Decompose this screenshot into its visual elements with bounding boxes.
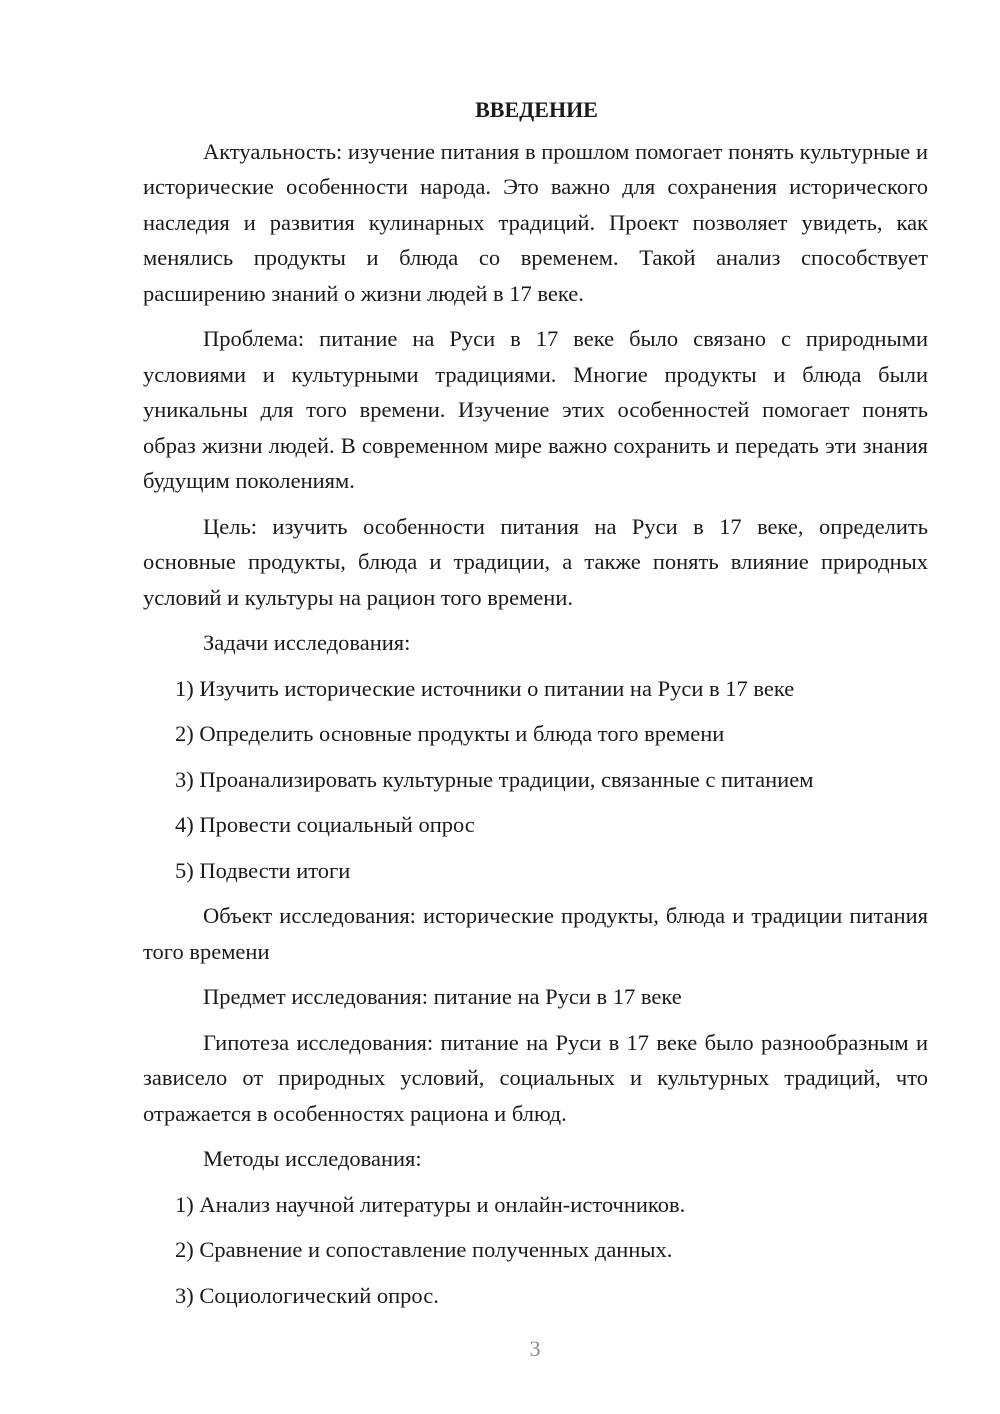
methods-list — [143, 1187, 928, 1314]
method-item: 3) Социологический опрос. — [175, 1282, 439, 1308]
problem-paragraph: Проблема: питание на Руси в 17 веке было связано с природными условиями и культурными традициями. Многие продукты и блюда были уникальны для того времени. Изучение этих особенностей помогает понять образ жизни людей. В современном мире важно сохранить и передать эти знания будущим поколениям. — [143, 326, 928, 493]
tasks-heading: Задачи исследования: — [203, 630, 411, 655]
task-item: 1) Изучить исторические источники о питании на Руси в 17 веке — [175, 675, 795, 701]
subject-paragraph: Предмет исследования: питание на Руси в 17 веке — [203, 984, 682, 1009]
task-item: 4) Провести социальный опрос — [175, 812, 475, 837]
task-item: 2) Определить основные продукты и блюда того времени — [175, 721, 725, 746]
task-item: 3) Проанализировать культурные традиции, связанные с питанием — [175, 766, 814, 792]
method-item: 2) Сравнение и сопоставление полученных данных. — [175, 1237, 673, 1262]
object-paragraph: Объект исследования: исторические продукты, блюда и традиции питания того времени — [143, 903, 928, 964]
task-item: 5) Подвести итоги — [175, 857, 351, 883]
hypothesis-paragraph: Гипотеза исследования: питание на Руси в 17 веке было разнообразным и зависело от природных условий, социальных и культурных традиций, что отражается в особенностях рациона и блюд. — [143, 1029, 928, 1126]
page-number: 3 — [529, 1336, 541, 1361]
document-page — [143, 92, 928, 1323]
goal-paragraph: Цель: изучить особенности питания на Руси в 17 веке, определить основные продукты, блюда и традиции, а также понять влияние природных условий и культуры на рацион того времени. — [143, 513, 928, 610]
method-item: 1) Анализ научной литературы и онлайн-источников. — [175, 1191, 686, 1217]
tasks-list — [143, 671, 928, 889]
methods-heading: Методы исследования: — [203, 1146, 422, 1171]
section-title: ВВЕДЕНИЕ — [475, 97, 598, 122]
actuality-paragraph: Актуальность: изучение питания в прошлом помогает понять культурные и исторические особенности народа. Это важно для сохранения исторического наследия и развития кулинарных традиций. Проект позволяет увидеть, как менялись продукты и блюда со временем. Такой анализ способствует расширению знаний о жизни людей в 17 веке. — [143, 138, 928, 306]
